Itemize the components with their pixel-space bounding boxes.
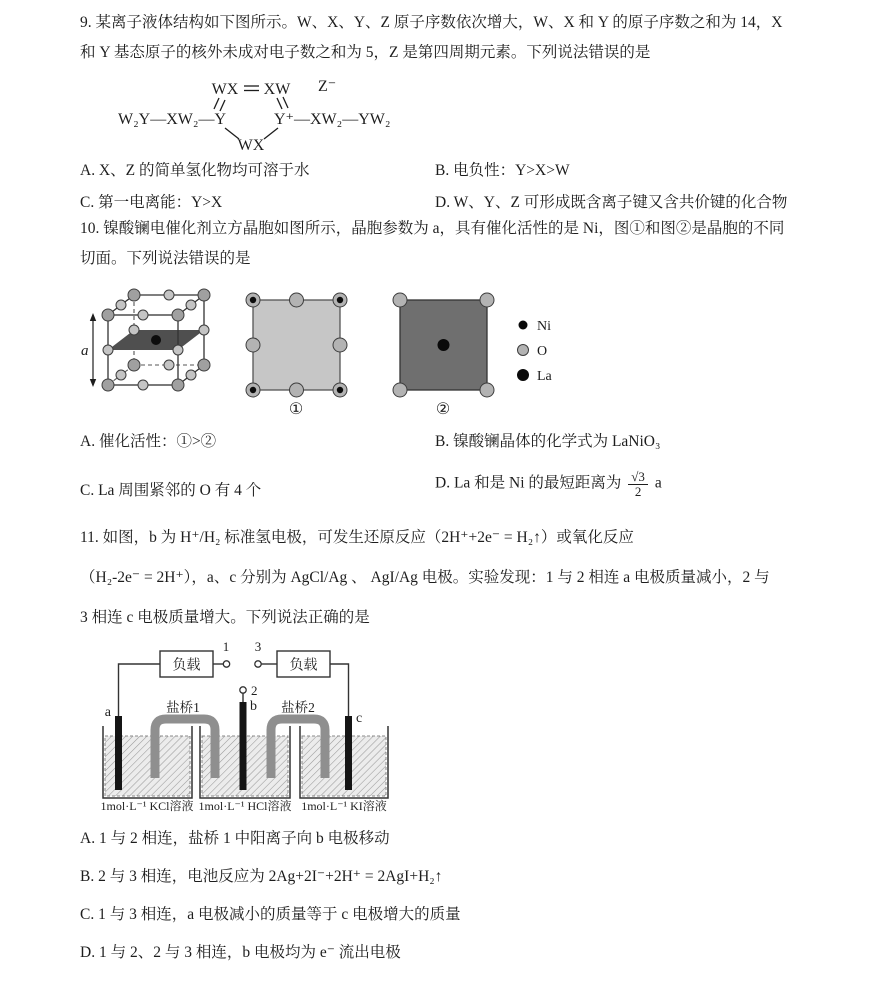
anion-label: Z⁻ (318, 78, 337, 95)
q9-structure-diagram (78, 74, 508, 162)
ni-legend-label: Ni (537, 319, 551, 334)
load-box-1 (160, 651, 213, 677)
la-legend-label: La (537, 369, 552, 384)
unit-cell (81, 289, 210, 391)
q9-option-b: B. 电负性：Y>X>W (435, 162, 570, 179)
load-2-label: 负载 (289, 658, 318, 674)
face-2-label: ② (435, 401, 451, 418)
fraction-numerator: √3 (628, 470, 648, 485)
salt-bridge-1-label: 盐桥1 (166, 700, 200, 715)
electrode-a (115, 716, 122, 790)
q9-option-c: C. 第一电离能：Y>X (80, 194, 223, 211)
o-legend-label: O (537, 344, 548, 359)
electrode-c (345, 716, 352, 790)
face-1-label: ① (288, 401, 304, 418)
solution-1-label: 1mol·L⁻¹ KCl溶液 (100, 799, 194, 813)
fraction-denominator: 2 (634, 483, 642, 499)
electrode-b (240, 702, 247, 790)
load-1-label: 负载 (172, 658, 201, 674)
center-atom (151, 335, 161, 345)
q10-option-c: C. La 周围紧邻的 O 有 4 个 (80, 482, 262, 499)
lattice-parameter-label: a (81, 343, 89, 359)
q10-option-d-unit: a (654, 474, 662, 492)
ring-atom-top-left: WX (211, 81, 239, 98)
q11-option-b: B. 2 与 3 相连，电池反应为 2Ag+2I⁻+2H⁺ = 2AgI+H₂↑ (80, 868, 443, 885)
q11-cell-diagram (75, 638, 595, 818)
q10-crystal-diagram (80, 283, 640, 421)
crystal-legend (517, 319, 553, 384)
la-legend-icon (517, 369, 529, 381)
q11-option-a: A. 1 与 2 相连，盐桥 1 中阳离子向 b 电极移动 (80, 830, 390, 847)
right-substituent-chain: Y⁺—XW₂—YW₂ (274, 111, 391, 128)
ni-legend-icon (519, 321, 528, 330)
ring-atom-top-right: XW (263, 81, 291, 98)
ring-atom-bottom: WX (237, 137, 265, 154)
terminal-3-label: 3 (254, 639, 262, 654)
q9-stem-line1: 9. 某离子液体结构如下图所示。W、X、Y、Z 原子序数依次增大，W、X 和 Y 的原子序数之和为 14，X (80, 14, 783, 31)
q11-option-c: C. 1 与 3 相连，a 电极减小的质量等于 c 电极增大的质量 (80, 906, 461, 923)
load-box-2 (277, 651, 330, 677)
q10-stem-line2: 切面。下列说法错误的是 (80, 250, 251, 267)
lanthanum-atom (438, 339, 450, 351)
terminal-3 (255, 661, 261, 667)
electrode-b-label: b (250, 699, 257, 714)
q9-stem-line2: 和 Y 基态原子的核外未成对电子数之和为 5，Z 是第四周期元素。下列说法错误的是 (80, 44, 651, 61)
solution-2-label: 1mol·L⁻¹ HCl溶液 (198, 799, 292, 813)
beaker-3 (300, 726, 388, 798)
cut-face-2 (393, 293, 494, 418)
q10-option-d (435, 470, 662, 498)
electrode-a-label: a (104, 705, 111, 720)
q11-stem-line1: 11. 如图，b 为 H⁺/H₂ 标准氢电极，可发生还原反应（2H⁺+2e⁻ = H₂↑）或氧化反应 (80, 529, 634, 546)
o-legend-icon (518, 345, 529, 356)
left-substituent-chain: W₂Y—XW₂—Y (117, 111, 226, 128)
cut-face-1 (246, 293, 347, 418)
q9-option-a: A. X、Z 的简单氢化物均可溶于水 (80, 162, 310, 179)
q11-stem-line2: （H₂-2e⁻ = 2H⁺），a、c 分别为 AgCl/Ag 、 AgI/Ag 电极。实验发现：1 与 2 相连 a 电极质量减小，2 与 (80, 569, 770, 586)
fraction (628, 470, 648, 498)
q10-stem-line1: 10. 镍酸镧电催化剂立方晶胞如图所示，晶胞参数为 a，具有催化活性的是 Ni，图①和图②是晶胞的不同 (80, 220, 785, 237)
q10-option-b: B. 镍酸镧晶体的化学式为 LaNiO₃ (435, 433, 661, 450)
terminal-2 (240, 687, 246, 693)
lattice-parameter-arrow (81, 313, 96, 387)
q9-option-d: D. W、Y、Z 可形成既含离子键又含共价键的化合物 (435, 194, 788, 211)
q11-stem-line3: 3 相连 c 电极质量增大。下列说法正确的是 (80, 609, 370, 626)
salt-bridge-2-label: 盐桥2 (281, 700, 315, 715)
q10-option-a: A. 催化活性：①>② (80, 433, 217, 450)
solution-3-label: 1mol·L⁻¹ KI溶液 (301, 799, 387, 813)
q10-option-d-text: D. La 和是 Ni 的最短距离为 (435, 474, 622, 492)
q11-option-d: D. 1 与 2、2 与 3 相连，b 电极均为 e⁻ 流出电极 (80, 944, 401, 961)
terminal-2-label: 2 (251, 683, 258, 698)
electrode-c-label: c (356, 711, 363, 726)
terminal-1-label: 1 (222, 639, 230, 654)
terminal-1 (223, 661, 229, 667)
